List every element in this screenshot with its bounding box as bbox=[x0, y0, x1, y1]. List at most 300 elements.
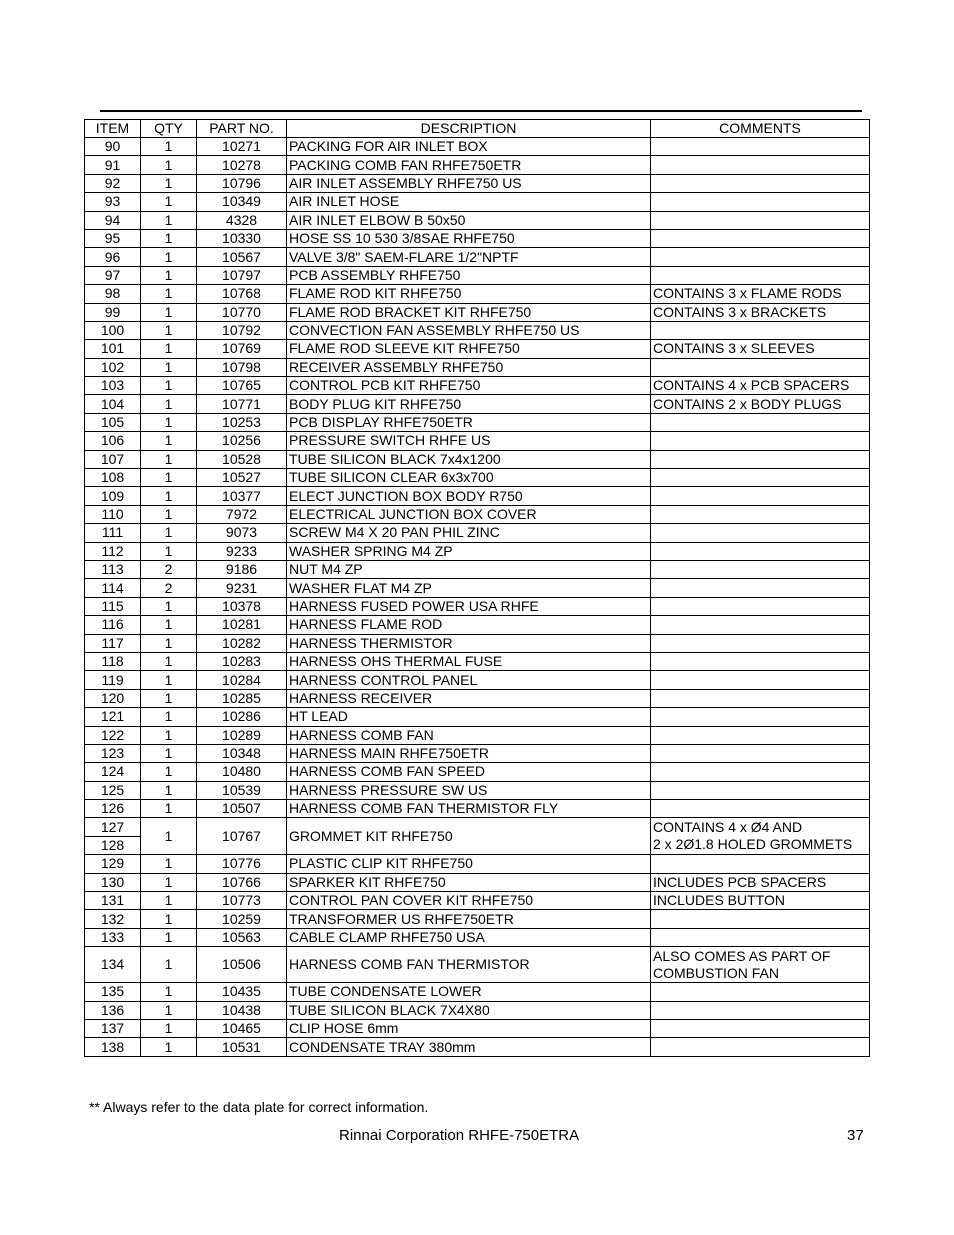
cell-comments bbox=[651, 708, 870, 726]
header-item: ITEM bbox=[85, 120, 141, 138]
header-rule bbox=[100, 110, 862, 112]
cell-part-no: 10792 bbox=[197, 321, 287, 339]
cell-part-no: 4328 bbox=[197, 211, 287, 229]
cell-comments bbox=[651, 266, 870, 284]
cell-comments bbox=[651, 229, 870, 247]
cell-part-no: 10377 bbox=[197, 487, 287, 505]
cell-qty: 1 bbox=[141, 671, 197, 689]
cell-qty: 1 bbox=[141, 763, 197, 781]
cell-description: HARNESS FLAME ROD bbox=[287, 616, 651, 634]
cell-item: 129 bbox=[85, 855, 141, 873]
cell-comments bbox=[651, 505, 870, 523]
cell-description: HARNESS THERMISTOR bbox=[287, 634, 651, 652]
cell-part-no: 10567 bbox=[197, 248, 287, 266]
table-body-tall bbox=[85, 947, 870, 983]
cell-part-no: 10765 bbox=[197, 377, 287, 395]
cell-item: 134 bbox=[85, 947, 141, 983]
cell-item: 94 bbox=[85, 211, 141, 229]
cell-comments bbox=[651, 1038, 870, 1056]
cell-description: HARNESS RECEIVER bbox=[287, 689, 651, 707]
cell-item: 126 bbox=[85, 800, 141, 818]
cell-qty: 1 bbox=[141, 873, 197, 891]
cell-qty: 1 bbox=[141, 321, 197, 339]
cell-comments bbox=[651, 469, 870, 487]
cell-comments bbox=[651, 211, 870, 229]
table-header-row bbox=[85, 120, 870, 138]
cell-qty: 1 bbox=[141, 174, 197, 192]
cell-qty: 1 bbox=[141, 193, 197, 211]
cell-description: WASHER SPRING M4 ZP bbox=[287, 542, 651, 560]
cell-part-no: 10796 bbox=[197, 174, 287, 192]
cell-description: BODY PLUG KIT RHFE750 bbox=[287, 395, 651, 413]
table-row bbox=[85, 1038, 870, 1056]
cell-item: 99 bbox=[85, 303, 141, 321]
cell-comments bbox=[651, 818, 870, 855]
cell-item: 98 bbox=[85, 285, 141, 303]
table-row bbox=[85, 983, 870, 1001]
cell-part-no: 10767 bbox=[197, 818, 287, 855]
cell-description: HARNESS COMB FAN SPEED bbox=[287, 763, 651, 781]
table-body-merged bbox=[85, 818, 870, 855]
cell-description: FLAME ROD BRACKET KIT RHFE750 bbox=[287, 303, 651, 321]
cell-comments bbox=[651, 983, 870, 1001]
cell-description: CONVECTION FAN ASSEMBLY RHFE750 US bbox=[287, 321, 651, 339]
cell-description: TUBE SILICON BLACK 7X4X80 bbox=[287, 1001, 651, 1019]
cell-description: PLASTIC CLIP KIT RHFE750 bbox=[287, 855, 651, 873]
cell-qty: 1 bbox=[141, 413, 197, 431]
table-row bbox=[85, 266, 870, 284]
table-row bbox=[85, 358, 870, 376]
cell-item: 121 bbox=[85, 708, 141, 726]
cell-description: SPARKER KIT RHFE750 bbox=[287, 873, 651, 891]
header-qty: QTY bbox=[141, 120, 197, 138]
cell-qty: 1 bbox=[141, 395, 197, 413]
table-row bbox=[85, 413, 870, 431]
table-row bbox=[85, 174, 870, 192]
table-row bbox=[85, 708, 870, 726]
cell-item: 123 bbox=[85, 744, 141, 762]
cell-comments: CONTAINS 3 x FLAME RODS bbox=[651, 285, 870, 303]
cell-part-no: 10286 bbox=[197, 708, 287, 726]
table-row bbox=[85, 505, 870, 523]
cell-qty: 1 bbox=[141, 800, 197, 818]
cell-description: TRANSFORMER US RHFE750ETR bbox=[287, 910, 651, 928]
cell-comments bbox=[651, 800, 870, 818]
cell-description: PRESSURE SWITCH RHFE US bbox=[287, 432, 651, 450]
table-row bbox=[85, 579, 870, 597]
cell-part-no: 10435 bbox=[197, 983, 287, 1001]
cell-comments bbox=[651, 1001, 870, 1019]
cell-part-no: 10797 bbox=[197, 266, 287, 284]
cell-item: 95 bbox=[85, 229, 141, 247]
cell-item: 97 bbox=[85, 266, 141, 284]
cell-comments bbox=[651, 928, 870, 946]
cell-comments bbox=[651, 744, 870, 762]
table-row bbox=[85, 763, 870, 781]
cell-comments: CONTAINS 4 x PCB SPACERS bbox=[651, 377, 870, 395]
cell-part-no: 10770 bbox=[197, 303, 287, 321]
cell-comments bbox=[651, 542, 870, 560]
cell-qty: 1 bbox=[141, 377, 197, 395]
cell-comments bbox=[651, 763, 870, 781]
cell-comments bbox=[651, 855, 870, 873]
cell-comments bbox=[651, 248, 870, 266]
cell-part-no: 9233 bbox=[197, 542, 287, 560]
footer-company: Rinnai Corporation RHFE-750ETRA bbox=[339, 1127, 580, 1144]
cell-comments bbox=[651, 524, 870, 542]
cell-description: HARNESS PRESSURE SW US bbox=[287, 781, 651, 799]
cell-qty: 1 bbox=[141, 156, 197, 174]
cell-comments bbox=[651, 616, 870, 634]
cell-qty: 1 bbox=[141, 1019, 197, 1037]
cell-description: AIR INLET HOSE bbox=[287, 193, 651, 211]
cell-part-no: 10531 bbox=[197, 1038, 287, 1056]
table-row bbox=[85, 652, 870, 670]
cell-comments bbox=[651, 947, 870, 983]
table-row bbox=[85, 303, 870, 321]
cell-part-no: 10527 bbox=[197, 469, 287, 487]
table-body bbox=[85, 138, 870, 818]
table-row bbox=[85, 211, 870, 229]
cell-item: 105 bbox=[85, 413, 141, 431]
cell-qty: 1 bbox=[141, 248, 197, 266]
header-part-no: PART NO. bbox=[197, 120, 287, 138]
cell-description: HARNESS COMB FAN bbox=[287, 726, 651, 744]
table-row bbox=[85, 800, 870, 818]
cell-part-no: 10284 bbox=[197, 671, 287, 689]
cell-qty: 1 bbox=[141, 1038, 197, 1056]
cell-item: 111 bbox=[85, 524, 141, 542]
table-row bbox=[85, 634, 870, 652]
cell-part-no: 7972 bbox=[197, 505, 287, 523]
cell-item: 116 bbox=[85, 616, 141, 634]
cell-description: PCB DISPLAY RHFE750ETR bbox=[287, 413, 651, 431]
table-row bbox=[85, 892, 870, 910]
table-row bbox=[85, 616, 870, 634]
cell-description: ELECTRICAL JUNCTION BOX COVER bbox=[287, 505, 651, 523]
cell-description: FLAME ROD SLEEVE KIT RHFE750 bbox=[287, 340, 651, 358]
cell-comments: INCLUDES PCB SPACERS bbox=[651, 873, 870, 891]
cell-description: TUBE SILICON CLEAR 6x3x700 bbox=[287, 469, 651, 487]
cell-part-no: 10330 bbox=[197, 229, 287, 247]
cell-part-no: 10539 bbox=[197, 781, 287, 799]
cell-item: 118 bbox=[85, 652, 141, 670]
cell-description: TUBE CONDENSATE LOWER bbox=[287, 983, 651, 1001]
cell-comments bbox=[651, 652, 870, 670]
cell-qty: 1 bbox=[141, 947, 197, 983]
comment-line: CONTAINS 4 x Ø4 AND bbox=[653, 819, 803, 836]
cell-description: PACKING FOR AIR INLET BOX bbox=[287, 138, 651, 156]
cell-comments: INCLUDES BUTTON bbox=[651, 892, 870, 910]
table-row bbox=[85, 873, 870, 891]
table-row bbox=[85, 450, 870, 468]
cell-part-no: 10283 bbox=[197, 652, 287, 670]
cell-description: SCREW M4 X 20 PAN PHIL ZINC bbox=[287, 524, 651, 542]
cell-description: PCB ASSEMBLY RHFE750 bbox=[287, 266, 651, 284]
cell-part-no: 10271 bbox=[197, 138, 287, 156]
table-row bbox=[85, 229, 870, 247]
table-row bbox=[85, 671, 870, 689]
cell-qty: 1 bbox=[141, 781, 197, 799]
table-row bbox=[85, 138, 870, 156]
cell-comments bbox=[651, 358, 870, 376]
cell-description: FLAME ROD KIT RHFE750 bbox=[287, 285, 651, 303]
header-comments: COMMENTS bbox=[651, 120, 870, 138]
cell-part-no: 10278 bbox=[197, 156, 287, 174]
cell-part-no: 10480 bbox=[197, 763, 287, 781]
table-row bbox=[85, 432, 870, 450]
cell-comments bbox=[651, 193, 870, 211]
cell-qty: 1 bbox=[141, 634, 197, 652]
cell-qty: 1 bbox=[141, 138, 197, 156]
cell-comments: CONTAINS 3 x SLEEVES bbox=[651, 340, 870, 358]
cell-item: 120 bbox=[85, 689, 141, 707]
cell-qty: 1 bbox=[141, 818, 197, 855]
table-row bbox=[85, 542, 870, 560]
table-body bbox=[85, 983, 870, 1057]
table-row bbox=[85, 560, 870, 578]
cell-qty: 1 bbox=[141, 1001, 197, 1019]
cell-description: CONDENSATE TRAY 380mm bbox=[287, 1038, 651, 1056]
header-description: DESCRIPTION bbox=[287, 120, 651, 138]
cell-item: 103 bbox=[85, 377, 141, 395]
cell-item: 100 bbox=[85, 321, 141, 339]
cell-comments bbox=[651, 1019, 870, 1037]
table-row bbox=[85, 395, 870, 413]
cell-item: 96 bbox=[85, 248, 141, 266]
table-row bbox=[85, 947, 870, 983]
cell-item: 130 bbox=[85, 873, 141, 891]
cell-part-no: 9231 bbox=[197, 579, 287, 597]
cell-description: PACKING COMB FAN RHFE750ETR bbox=[287, 156, 651, 174]
cell-qty: 1 bbox=[141, 524, 197, 542]
cell-qty: 1 bbox=[141, 432, 197, 450]
table-row bbox=[85, 597, 870, 615]
cell-qty: 1 bbox=[141, 726, 197, 744]
table-row bbox=[85, 910, 870, 928]
cell-description: ELECT JUNCTION BOX BODY R750 bbox=[287, 487, 651, 505]
table-row bbox=[85, 818, 870, 836]
cell-comments bbox=[651, 726, 870, 744]
cell-description: CONTROL PCB KIT RHFE750 bbox=[287, 377, 651, 395]
cell-qty: 1 bbox=[141, 983, 197, 1001]
table-row bbox=[85, 928, 870, 946]
cell-item: 114 bbox=[85, 579, 141, 597]
cell-comments bbox=[651, 174, 870, 192]
table-row bbox=[85, 248, 870, 266]
cell-item: 115 bbox=[85, 597, 141, 615]
cell-comments bbox=[651, 597, 870, 615]
cell-part-no: 10769 bbox=[197, 340, 287, 358]
cell-qty: 1 bbox=[141, 855, 197, 873]
cell-description: WASHER FLAT M4 ZP bbox=[287, 579, 651, 597]
cell-item: 137 bbox=[85, 1019, 141, 1037]
comment-line: ALSO COMES AS PART OF bbox=[653, 947, 831, 964]
page-number: 37 bbox=[847, 1127, 864, 1144]
cell-description: AIR INLET ELBOW B 50x50 bbox=[287, 211, 651, 229]
parts-table bbox=[84, 119, 870, 1057]
table-row bbox=[85, 321, 870, 339]
cell-qty: 1 bbox=[141, 542, 197, 560]
cell-item: 104 bbox=[85, 395, 141, 413]
cell-item: 107 bbox=[85, 450, 141, 468]
cell-qty: 1 bbox=[141, 487, 197, 505]
cell-qty: 1 bbox=[141, 469, 197, 487]
cell-part-no: 10285 bbox=[197, 689, 287, 707]
table-row bbox=[85, 524, 870, 542]
cell-part-no: 9186 bbox=[197, 560, 287, 578]
cell-description: TUBE SILICON BLACK 7x4x1200 bbox=[287, 450, 651, 468]
cell-qty: 1 bbox=[141, 505, 197, 523]
cell-item: 122 bbox=[85, 726, 141, 744]
cell-description: GROMMET KIT RHFE750 bbox=[287, 818, 651, 855]
cell-item: 131 bbox=[85, 892, 141, 910]
cell-item: 102 bbox=[85, 358, 141, 376]
cell-part-no: 10773 bbox=[197, 892, 287, 910]
cell-part-no: 9073 bbox=[197, 524, 287, 542]
cell-item: 108 bbox=[85, 469, 141, 487]
cell-qty: 1 bbox=[141, 892, 197, 910]
cell-item: 112 bbox=[85, 542, 141, 560]
cell-item: 91 bbox=[85, 156, 141, 174]
cell-comments: CONTAINS 2 x BODY PLUGS bbox=[651, 395, 870, 413]
cell-part-no: 10506 bbox=[197, 947, 287, 983]
cell-item: 132 bbox=[85, 910, 141, 928]
cell-qty: 2 bbox=[141, 579, 197, 597]
comment-line: COMBUSTION FAN bbox=[653, 964, 780, 981]
cell-item: 125 bbox=[85, 781, 141, 799]
table-row bbox=[85, 1001, 870, 1019]
cell-item: 124 bbox=[85, 763, 141, 781]
cell-qty: 1 bbox=[141, 597, 197, 615]
cell-comments bbox=[651, 450, 870, 468]
cell-qty: 1 bbox=[141, 303, 197, 321]
cell-comments bbox=[651, 138, 870, 156]
cell-part-no: 10771 bbox=[197, 395, 287, 413]
cell-description: AIR INLET ASSEMBLY RHFE750 US bbox=[287, 174, 651, 192]
cell-qty: 1 bbox=[141, 744, 197, 762]
cell-comments bbox=[651, 634, 870, 652]
cell-comments bbox=[651, 781, 870, 799]
cell-qty: 1 bbox=[141, 450, 197, 468]
cell-qty: 1 bbox=[141, 285, 197, 303]
cell-part-no: 10563 bbox=[197, 928, 287, 946]
cell-item: 128 bbox=[85, 836, 141, 854]
cell-item: 110 bbox=[85, 505, 141, 523]
cell-description: HOSE SS 10 530 3/8SAE RHFE750 bbox=[287, 229, 651, 247]
cell-part-no: 10766 bbox=[197, 873, 287, 891]
cell-description: RECEIVER ASSEMBLY RHFE750 bbox=[287, 358, 651, 376]
cell-qty: 1 bbox=[141, 652, 197, 670]
cell-qty: 1 bbox=[141, 708, 197, 726]
cell-item: 113 bbox=[85, 560, 141, 578]
cell-qty: 1 bbox=[141, 229, 197, 247]
cell-qty: 2 bbox=[141, 560, 197, 578]
cell-comments bbox=[651, 689, 870, 707]
cell-part-no: 10465 bbox=[197, 1019, 287, 1037]
table-row bbox=[85, 855, 870, 873]
cell-part-no: 10438 bbox=[197, 1001, 287, 1019]
table-row bbox=[85, 377, 870, 395]
table-row bbox=[85, 726, 870, 744]
cell-description: HARNESS OHS THERMAL FUSE bbox=[287, 652, 651, 670]
table-row bbox=[85, 285, 870, 303]
cell-part-no: 10289 bbox=[197, 726, 287, 744]
cell-qty: 1 bbox=[141, 928, 197, 946]
table-row bbox=[85, 487, 870, 505]
cell-part-no: 10259 bbox=[197, 910, 287, 928]
cell-description: HT LEAD bbox=[287, 708, 651, 726]
comment-line: 2 x 2Ø1.8 HOLED GROMMETS bbox=[653, 836, 853, 853]
table-row bbox=[85, 1019, 870, 1037]
cell-comments bbox=[651, 671, 870, 689]
cell-description: CONTROL PAN COVER KIT RHFE750 bbox=[287, 892, 651, 910]
cell-qty: 1 bbox=[141, 689, 197, 707]
cell-item: 90 bbox=[85, 138, 141, 156]
cell-part-no: 10256 bbox=[197, 432, 287, 450]
cell-qty: 1 bbox=[141, 910, 197, 928]
cell-comments bbox=[651, 487, 870, 505]
table-row bbox=[85, 193, 870, 211]
cell-part-no: 10253 bbox=[197, 413, 287, 431]
cell-description: VALVE 3/8" SAEM-FLARE 1/2"NPTF bbox=[287, 248, 651, 266]
cell-comments bbox=[651, 321, 870, 339]
cell-part-no: 10507 bbox=[197, 800, 287, 818]
cell-comments bbox=[651, 560, 870, 578]
cell-item: 92 bbox=[85, 174, 141, 192]
cell-description: HARNESS MAIN RHFE750ETR bbox=[287, 744, 651, 762]
footnote: ** Always refer to the data plate for correct information. bbox=[89, 1099, 429, 1115]
cell-part-no: 10378 bbox=[197, 597, 287, 615]
cell-item: 127 bbox=[85, 818, 141, 836]
cell-part-no: 10348 bbox=[197, 744, 287, 762]
cell-comments bbox=[651, 413, 870, 431]
cell-qty: 1 bbox=[141, 358, 197, 376]
table-row bbox=[85, 781, 870, 799]
cell-description: HARNESS CONTROL PANEL bbox=[287, 671, 651, 689]
cell-qty: 1 bbox=[141, 266, 197, 284]
cell-part-no: 10528 bbox=[197, 450, 287, 468]
cell-description: CABLE CLAMP RHFE750 USA bbox=[287, 928, 651, 946]
cell-item: 119 bbox=[85, 671, 141, 689]
cell-item: 133 bbox=[85, 928, 141, 946]
cell-item: 138 bbox=[85, 1038, 141, 1056]
cell-comments bbox=[651, 910, 870, 928]
table-row bbox=[85, 689, 870, 707]
cell-part-no: 10776 bbox=[197, 855, 287, 873]
cell-description: NUT M4 ZP bbox=[287, 560, 651, 578]
cell-comments bbox=[651, 156, 870, 174]
cell-item: 106 bbox=[85, 432, 141, 450]
cell-description: HARNESS COMB FAN THERMISTOR bbox=[287, 947, 651, 983]
cell-part-no: 10798 bbox=[197, 358, 287, 376]
cell-part-no: 10282 bbox=[197, 634, 287, 652]
cell-part-no: 10768 bbox=[197, 285, 287, 303]
cell-part-no: 10281 bbox=[197, 616, 287, 634]
cell-description: HARNESS COMB FAN THERMISTOR FLY bbox=[287, 800, 651, 818]
table-row bbox=[85, 744, 870, 762]
cell-description: CLIP HOSE 6mm bbox=[287, 1019, 651, 1037]
cell-item: 136 bbox=[85, 1001, 141, 1019]
table-row bbox=[85, 469, 870, 487]
cell-part-no: 10349 bbox=[197, 193, 287, 211]
table-body bbox=[85, 855, 870, 947]
cell-qty: 1 bbox=[141, 616, 197, 634]
cell-item: 109 bbox=[85, 487, 141, 505]
cell-item: 101 bbox=[85, 340, 141, 358]
cell-item: 93 bbox=[85, 193, 141, 211]
cell-qty: 1 bbox=[141, 340, 197, 358]
